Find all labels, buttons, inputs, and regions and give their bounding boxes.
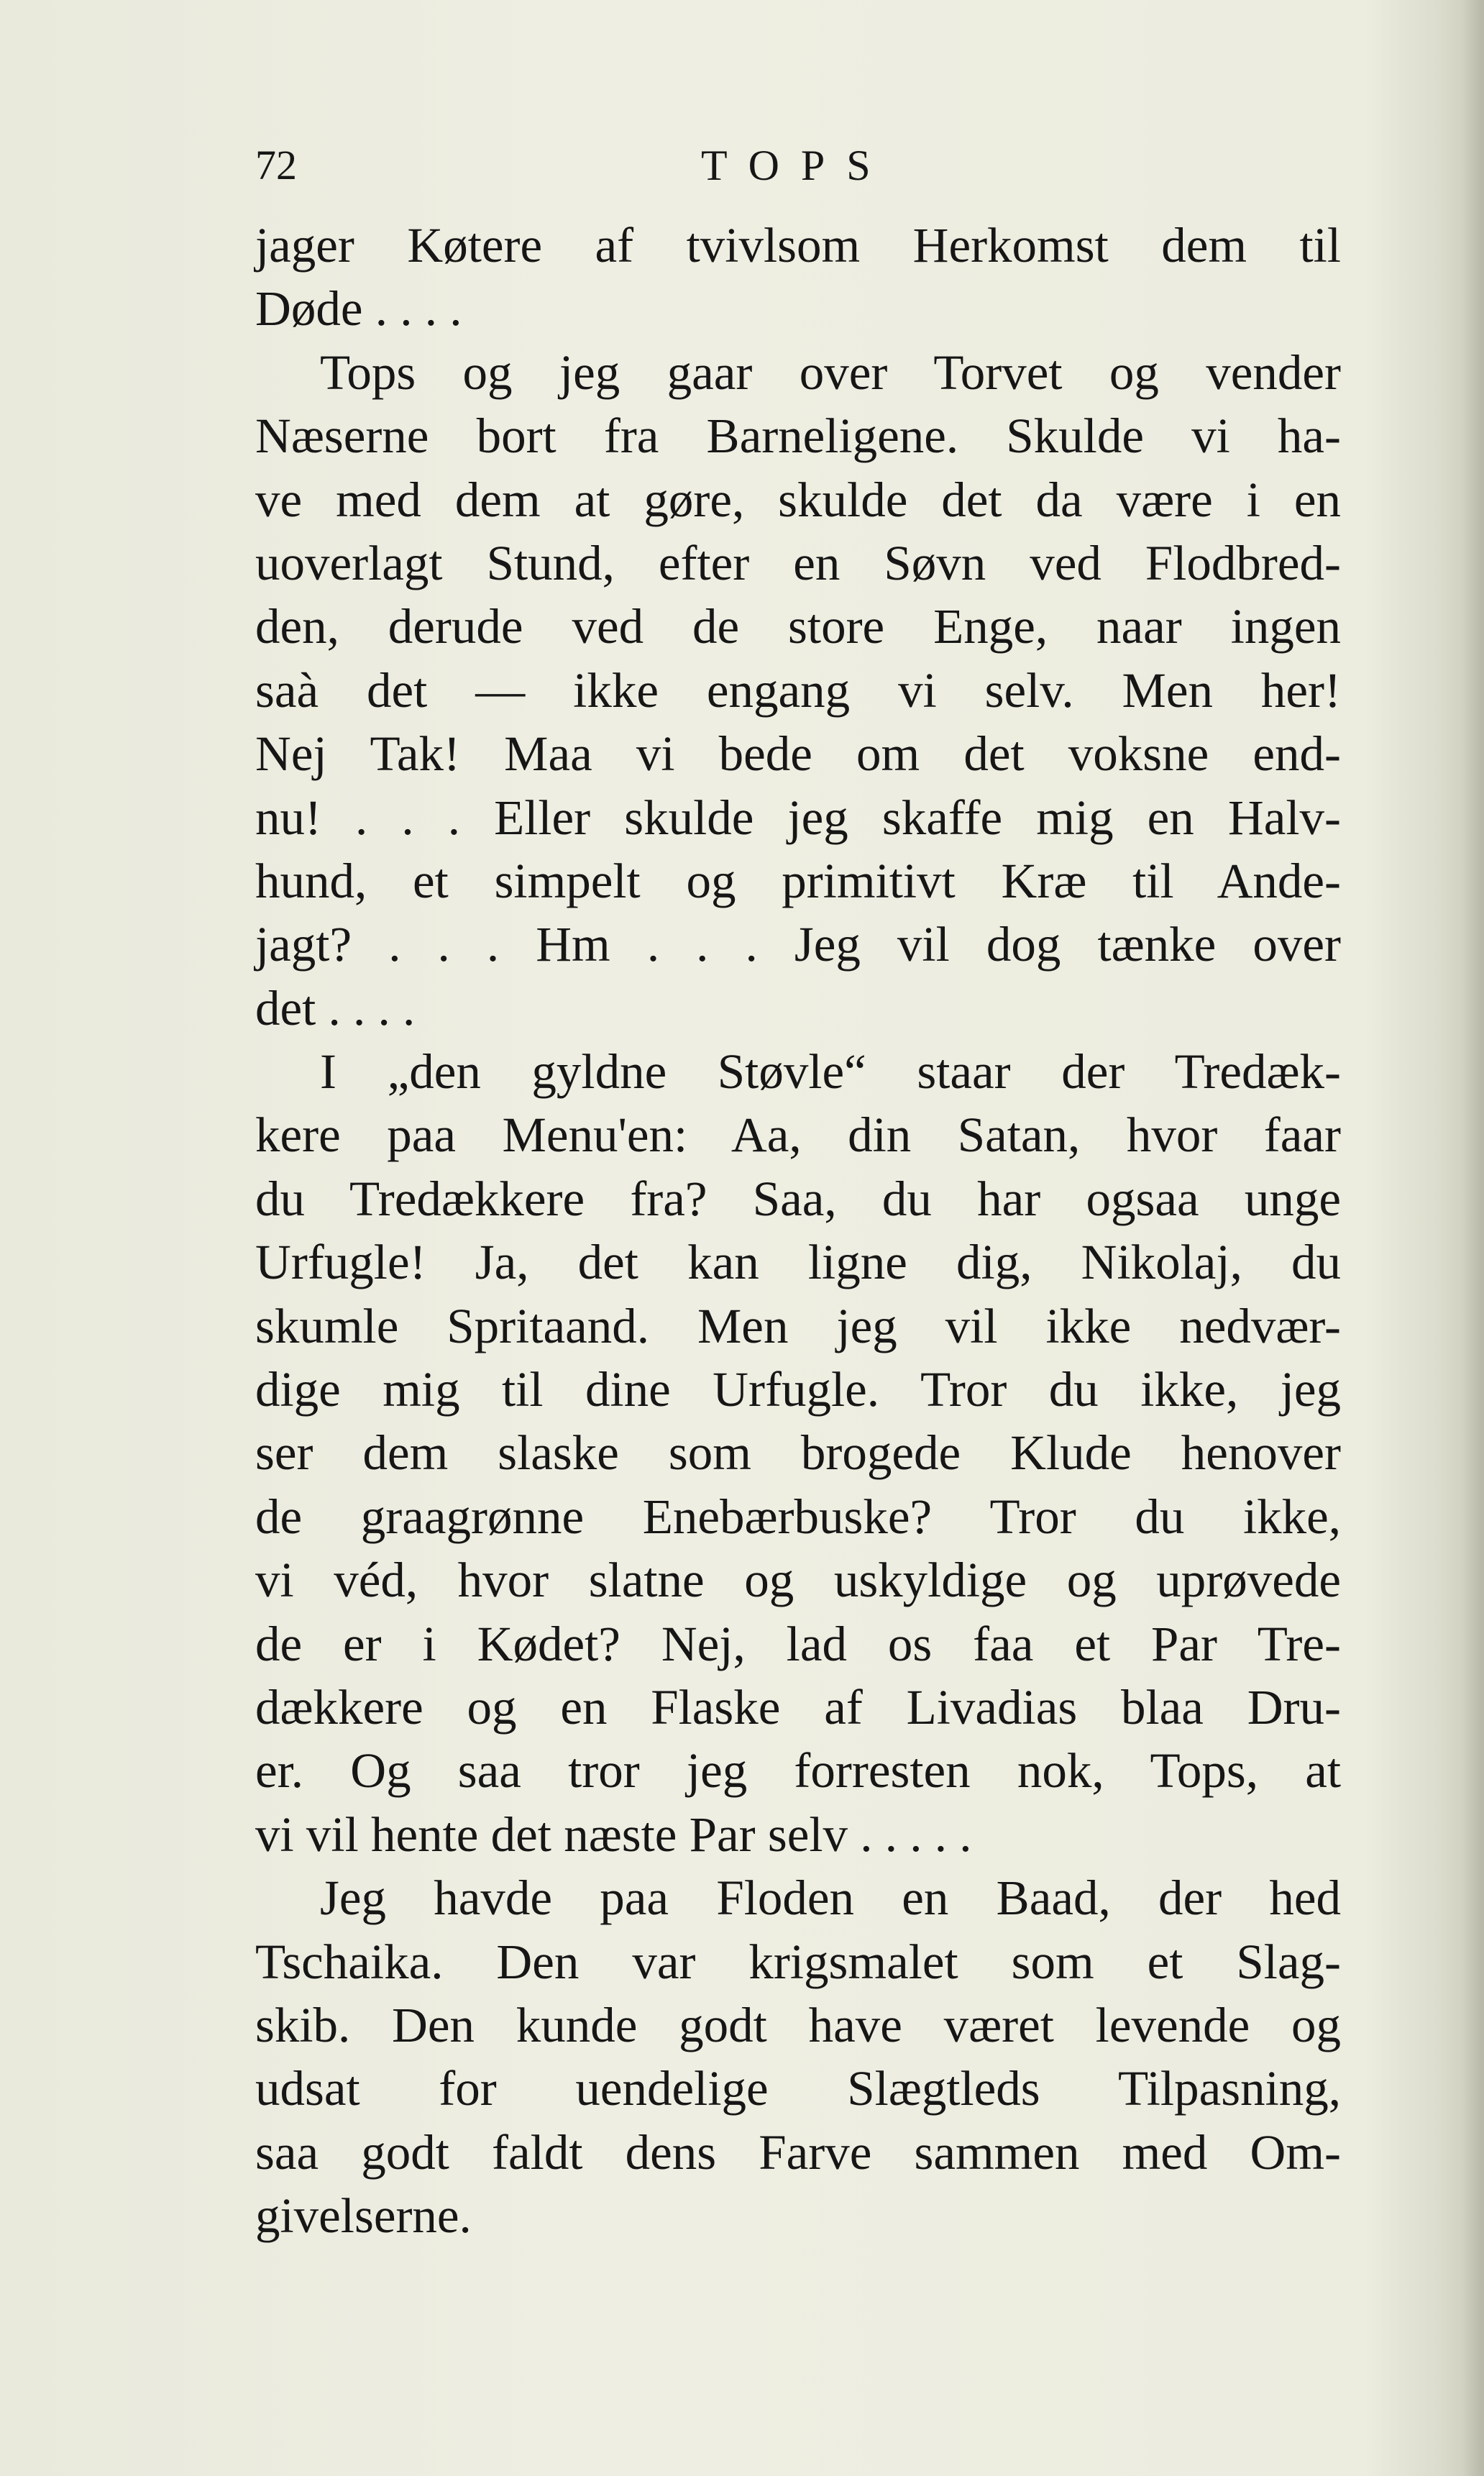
text-line: Tops og jeg gaar over Torvet og vender <box>320 344 1341 400</box>
text-line: er. Og saa tror jeg forresten nok, Tops, at <box>255 1743 1341 1799</box>
text-line: saà det — ikke engang vi selv. Men her! <box>255 662 1341 718</box>
text-line: det . . . . <box>255 980 416 1036</box>
text-line: jagt? . . . Hm . . . Jeg vil dog tænke over <box>255 917 1341 972</box>
text-line: saa godt faldt dens Farve sammen med Om- <box>255 2124 1341 2180</box>
text-line: ve med dem at gøre, skulde det da være i en <box>255 472 1341 527</box>
text-line: Urfugle! Ja, det kan ligne dig, Nikolaj, du <box>255 1235 1341 1290</box>
text-line: I „den gyldne Støvle“ staar der Tredæk- <box>320 1044 1341 1100</box>
text-line: de graagrønne Enebærbuske? Tror du ikke, <box>255 1489 1341 1544</box>
text-line: skib. Den kunde godt have været levende og <box>255 1997 1341 2052</box>
text-line: kere paa Menu'en: Aa, din Satan, hvor faar <box>255 1107 1341 1163</box>
running-title: TOPS <box>701 142 892 189</box>
body-text <box>255 214 1341 2248</box>
text-line: ser dem slaske som brogede Klude henover <box>255 1425 1341 1481</box>
text-line: du Tredækkere fra? Saa, du har ogsaa unge <box>255 1171 1341 1226</box>
text-line: dige mig til dine Urfugle. Tror du ikke, jeg <box>255 1362 1341 1417</box>
text-line: uoverlagt Stund, efter en Søvn ved Flodbred- <box>255 535 1341 590</box>
text-line: givelserne. <box>255 2188 472 2244</box>
text-line: jager Køtere af tvivlsom Herkomst dem til <box>255 218 1341 273</box>
text-line: Næserne bort fra Barneligene. Skulde vi ha- <box>255 408 1341 464</box>
text-line: de er i Kødet? Nej, lad os faa et Par Tre- <box>255 1616 1341 1671</box>
text-line: Nej Tak! Maa vi bede om det voksne end- <box>255 726 1341 782</box>
text-line: vi véd, hvor slatne og uskyldige og uprøvede <box>255 1553 1341 1608</box>
text-line: den, derude ved de store Enge, naar ingen <box>255 599 1341 654</box>
text-line: Døde . . . . <box>255 281 462 337</box>
text-line: hund, et simpelt og primitivt Kræ til Ande- <box>255 853 1341 908</box>
text-line: vi vil hente det næste Par selv . . . . . <box>255 1806 972 1862</box>
text-line: dækkere og en Flaske af Livadias blaa Dru- <box>255 1679 1341 1735</box>
text-line: nu! . . . Eller skulde jeg skaffe mig en Halv- <box>255 790 1341 845</box>
text-line: Tschaika. Den var krigsmalet som et Slag- <box>255 1934 1341 1989</box>
text-line: skumle Spritaand. Men jeg vil ikke nedvær- <box>255 1298 1341 1353</box>
page-edge-shadow <box>1462 0 1484 2476</box>
page-number: 72 <box>255 142 297 188</box>
page-header <box>255 137 1348 194</box>
text-line: Jeg havde paa Floden en Baad, der hed <box>320 1870 1341 1926</box>
text-line: udsat for uendelige Slægtleds Tilpasning, <box>255 2061 1341 2116</box>
